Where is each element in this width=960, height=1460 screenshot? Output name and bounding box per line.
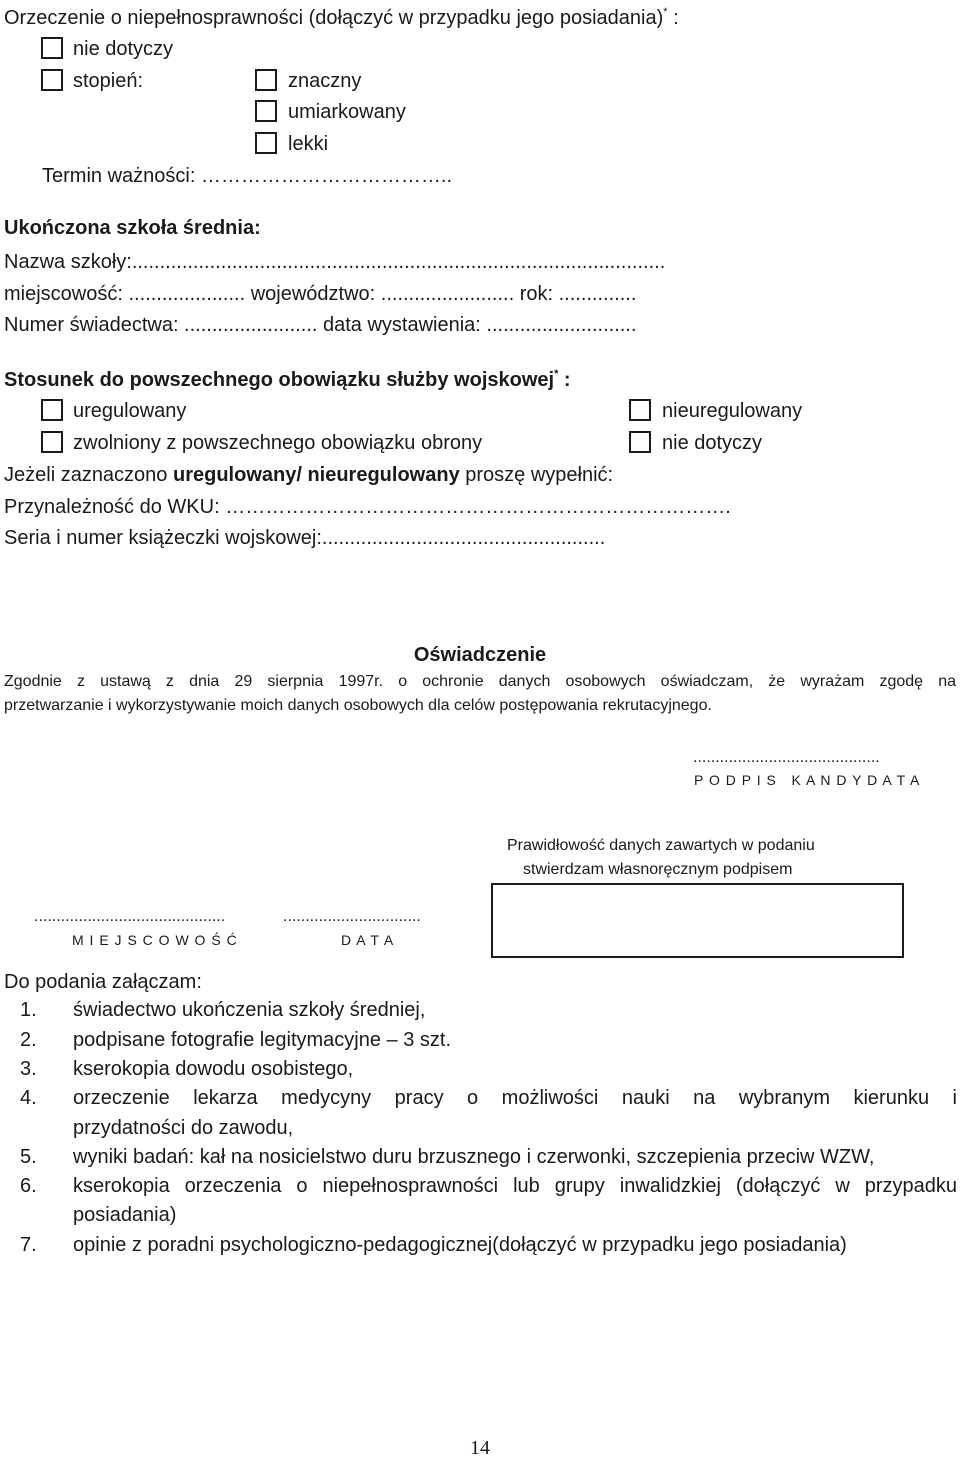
declaration-title: Oświadczenie (413, 644, 547, 666)
date-label: D A T A (341, 932, 395, 948)
verification-line-2: stwierdzam własnoręcznym podpisem (523, 861, 793, 878)
attachment-number: 7. (20, 1234, 37, 1256)
checkbox-mild[interactable] (255, 132, 277, 154)
declaration-text-line-1: Zgodnie z ustawą z dnia 29 sierpnia 1997r. o ochronie danych osobowych oświadczam, że wyrażam zgodę na (4, 673, 956, 690)
place-dots[interactable]: ........................................... (34, 908, 226, 925)
option-regulated: uregulowany (73, 400, 187, 422)
attachment-number: 6. (20, 1175, 37, 1197)
attachment-item: podpisane fotografie legitymacyjne – 3 szt. (73, 1029, 451, 1051)
checkbox-unregulated[interactable] (629, 399, 651, 421)
school-locality-field[interactable]: miejscowość: ..................... województwo: ........................ rok: .............. (4, 283, 637, 305)
verification-signature-box[interactable] (491, 883, 904, 958)
attachment-item-continued: przydatności do zawodu, (73, 1117, 294, 1139)
attachment-item: orzeczenie lekarza medycyny pracy o możliwości nauki na wybranym kierunku i (73, 1087, 957, 1109)
signature-dots[interactable]: .......................................... (693, 749, 880, 766)
option-degree-label: stopień: (73, 70, 144, 92)
option-unregulated: nieuregulowany (662, 400, 803, 422)
school-heading: Ukończona szkoła średnia: (4, 217, 261, 239)
validity-field[interactable]: Termin ważności: ……………………………….. (42, 165, 453, 187)
school-name-field[interactable]: Nazwa szkoły:................................................................................................ (4, 251, 666, 273)
option-moderate: umiarkowany (288, 101, 406, 123)
attachment-item: świadectwo ukończenia szkoły średniej, (73, 999, 426, 1021)
attachment-item: wyniki badań: kał na nosicielstwo duru brzusznego i czerwonki, szczepienia przeciw WZW, (73, 1146, 875, 1168)
military-heading: Stosunek do powszechnego obowiązku służby wojskowej* : (4, 368, 571, 391)
checkbox-regulated[interactable] (41, 399, 63, 421)
disability-heading: Orzeczenie o niepełnosprawności (dołączyć w przypadku jego posiadania)* : (4, 6, 679, 29)
military-instruction: Jeżeli zaznaczono uregulowany/ nieuregulowany proszę wypełnić: (4, 464, 614, 486)
checkbox-moderate[interactable] (255, 100, 277, 122)
attachment-item: kserokopia dowodu osobistego, (73, 1058, 354, 1080)
school-certificate-field[interactable]: Numer świadectwa: ........................ data wystawienia: ........................... (4, 314, 637, 336)
attachment-number: 4. (20, 1087, 37, 1109)
attachment-number: 1. (20, 999, 37, 1021)
checkbox-degree[interactable] (41, 69, 63, 91)
attachment-item: opinie z poradni psychologiczno-pedagogicznej(dołączyć w przypadku jego posiadania) (73, 1234, 847, 1256)
signature-label: P O D P I S K A N D Y D A T A (694, 772, 921, 788)
attachment-number: 2. (20, 1029, 37, 1051)
checkbox-significant[interactable] (255, 69, 277, 91)
place-label: M I E J S C O W O Ś Ć (72, 932, 238, 948)
attachment-item-continued: posiadania) (73, 1204, 177, 1226)
wku-field[interactable]: Przynależność do WKU: …………………………………………………………………. (4, 496, 731, 518)
checkbox-not-applicable-disability[interactable] (41, 37, 63, 59)
attachment-item: kserokopia orzeczenia o niepełnosprawności lub grupy inwalidzkiej (dołączyć w przypadku (73, 1175, 957, 1197)
option-significant: znaczny (288, 70, 362, 92)
option-not-applicable-military: nie dotyczy (662, 432, 763, 454)
option-exempt: zwolniony z powszechnego obowiązku obrony (73, 432, 483, 454)
date-dots[interactable]: ............................... (283, 908, 421, 925)
attachment-number: 5. (20, 1146, 37, 1168)
page-number: 14 (470, 1437, 490, 1459)
attachment-number: 3. (20, 1058, 37, 1080)
checkbox-not-applicable-military[interactable] (629, 431, 651, 453)
option-not-applicable-disability: nie dotyczy (73, 38, 174, 60)
declaration-text-line-2: przetwarzanie i wykorzystywanie moich danych osobowych dla celów postępowania rekrutacyjnego. (4, 697, 712, 714)
option-mild: lekki (288, 133, 329, 155)
military-booklet-field[interactable]: Seria i numer książeczki wojskowej:................................................... (4, 527, 606, 549)
verification-line-1: Prawidłowość danych zawartych w podaniu (507, 837, 815, 854)
attachments-heading: Do podania załączam: (4, 971, 202, 993)
checkbox-exempt[interactable] (41, 431, 63, 453)
